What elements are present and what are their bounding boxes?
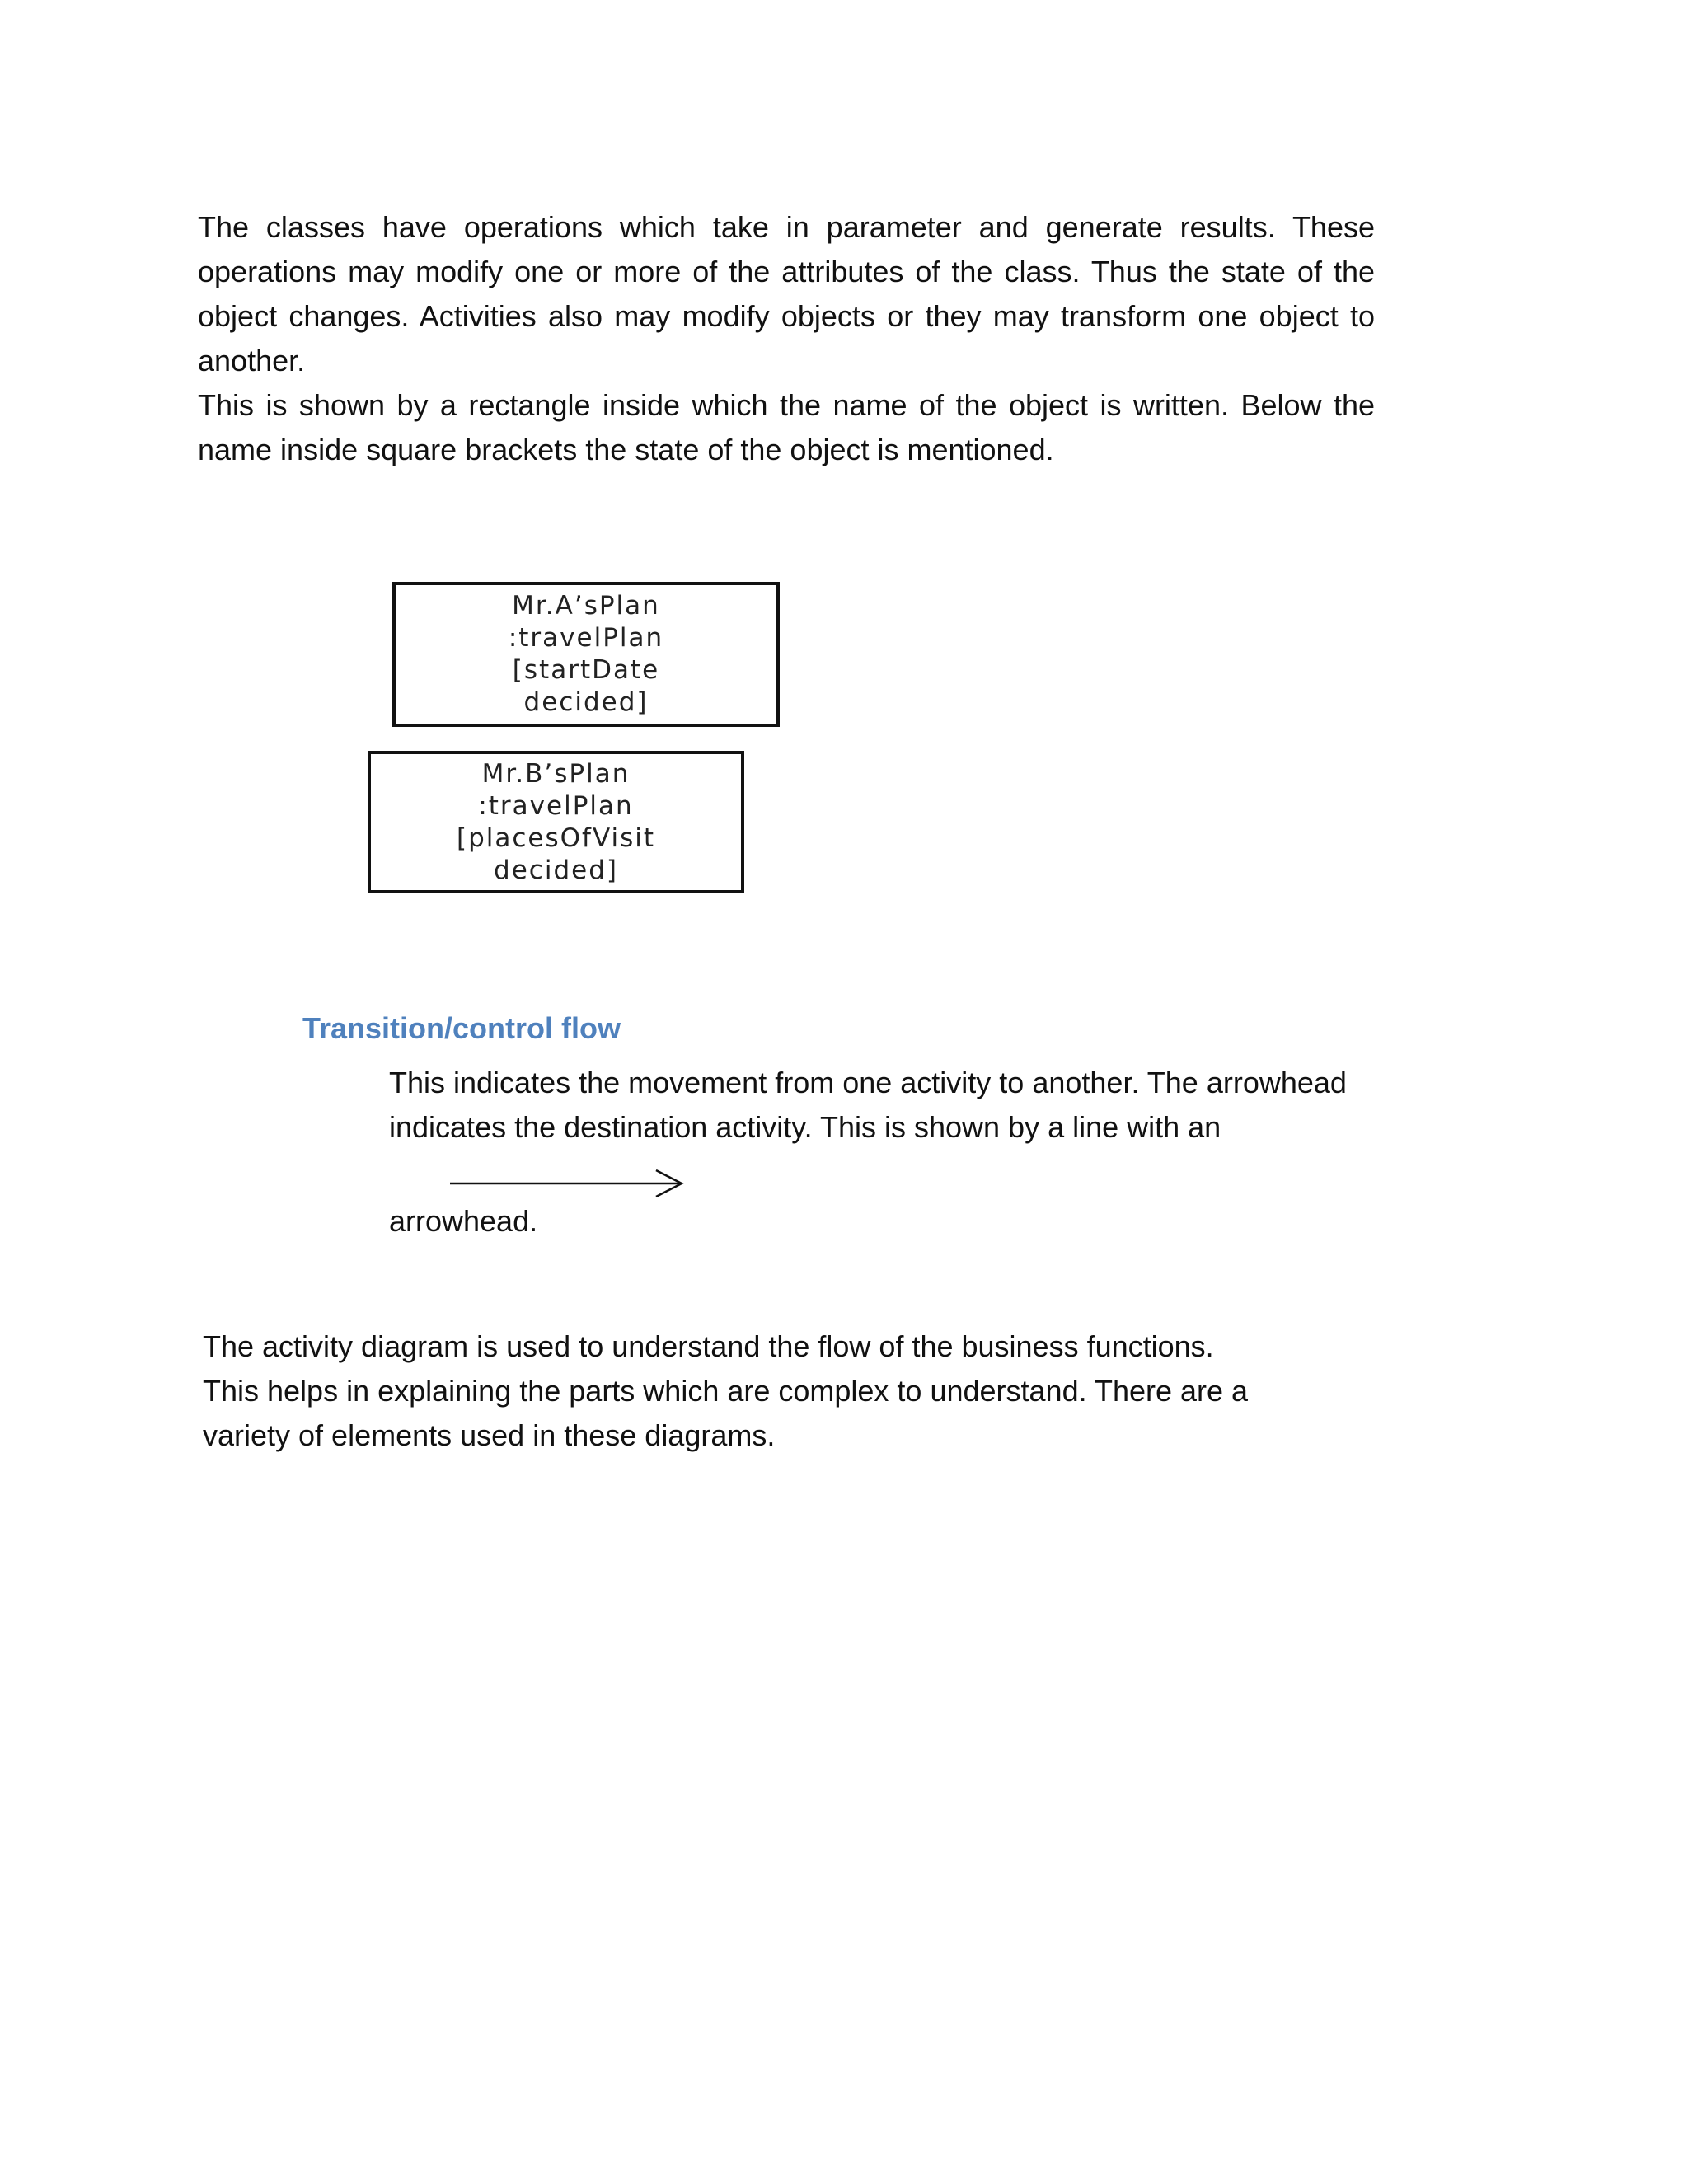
- right-arrow-icon: [450, 1167, 686, 1200]
- object-notation-paragraph: This is shown by a rectangle inside which the name of the object is written. Below the name inside square brackets the state of the object is mentioned.: [198, 388, 1375, 466]
- transition-description-line-1: This indicates the movement from one activity to another. The arrowhead: [389, 1066, 1347, 1099]
- object-node-mr-b-plan: [368, 751, 744, 893]
- transition-description-line-3: arrowhead.: [389, 1204, 538, 1238]
- object-node-mr-a-plan: [392, 582, 780, 727]
- object-node-type: :travelPlan: [478, 790, 634, 821]
- transition-description-line-2: indicates the destination activity. This is shown by a line with an: [389, 1110, 1221, 1144]
- object-node-name: Mr.A’sPlan: [512, 591, 660, 621]
- intro-paragraph: The classes have operations which take in parameter and generate results. These operations may modify one or more of the attributes of the class. Thus the state of the object changes. Activities also may modify objects or they may transform one object to another.: [198, 210, 1375, 377]
- section-heading: Transition/control flow: [302, 1011, 621, 1045]
- object-node-type: :travelPlan: [508, 623, 664, 653]
- object-node-state: [startDate: [512, 655, 660, 685]
- object-node-name: Mr.B’sPlan: [481, 758, 631, 789]
- object-node-state-cont: decided]: [523, 687, 649, 717]
- object-node-state-cont: decided]: [494, 855, 618, 885]
- object-node-state: [placesOfVisit: [456, 823, 656, 853]
- closing-paragraph: The activity diagram is used to understand the flow of the business functions. This helps in explaining the parts which are complex to understand. There are a variety of elements used in these diagrams.: [203, 1329, 1249, 1452]
